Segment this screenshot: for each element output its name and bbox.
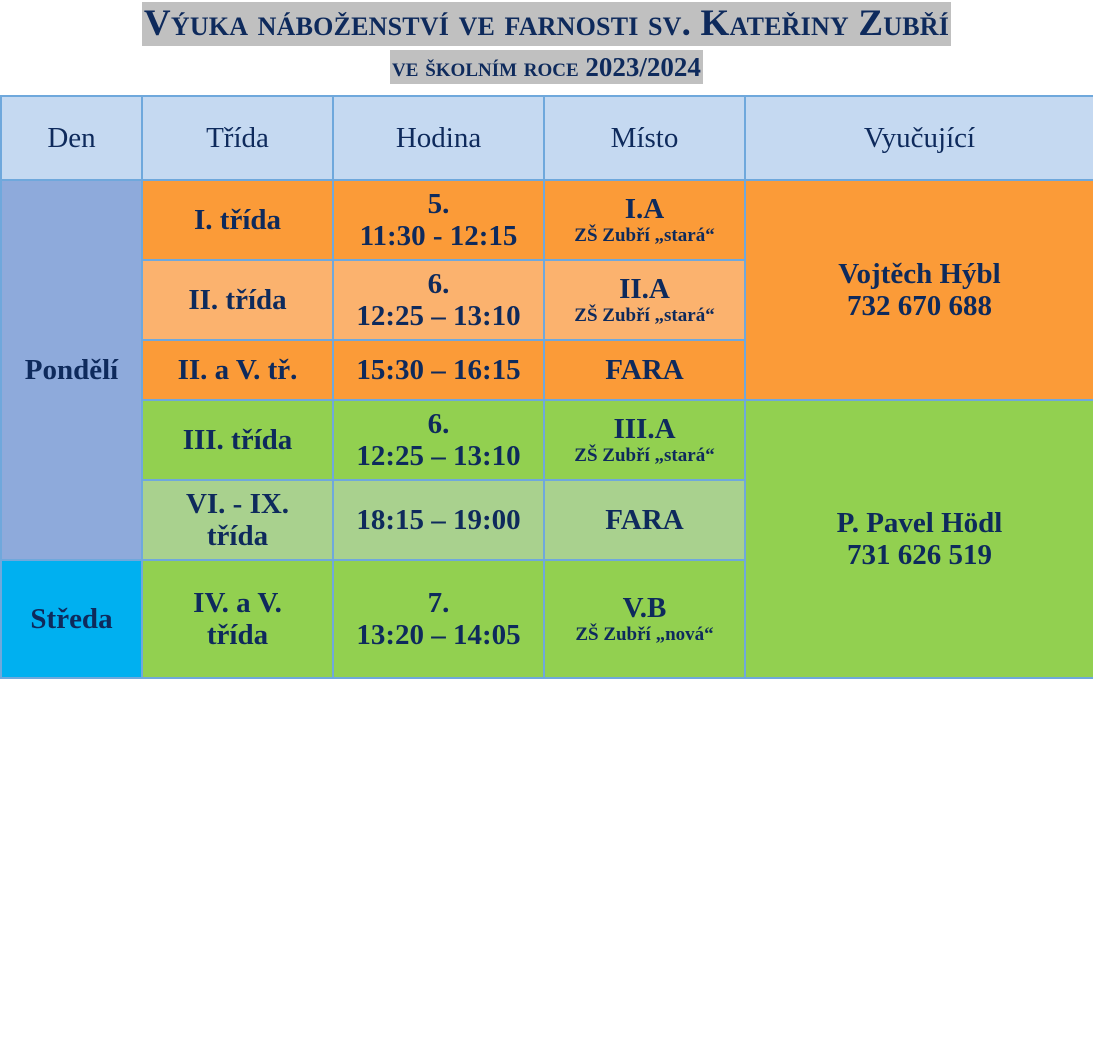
trida-cell: III. třída — [142, 400, 333, 480]
trida-cell — [142, 480, 333, 560]
header-vyucujici: Vyučující — [745, 96, 1093, 180]
day-cell-streda: Středa — [1, 560, 142, 678]
page-title-block — [0, 0, 1093, 84]
trida-line1: IV. a V. — [193, 587, 282, 619]
hodina-time: 12:25 – 13:10 — [356, 300, 521, 332]
teacher-phone: 731 626 519 — [847, 539, 992, 571]
table-row — [1, 400, 1093, 480]
hodina-number: 6. — [427, 268, 450, 300]
hodina-cell — [333, 260, 544, 340]
misto-main: FARA — [605, 504, 684, 536]
teacher-phone: 732 670 688 — [847, 290, 992, 322]
hodina-cell — [333, 400, 544, 480]
header-den: Den — [1, 96, 142, 180]
hodina-time: 15:30 – 16:15 — [356, 354, 521, 386]
schedule-table — [0, 95, 1093, 679]
trida-cell: I. třída — [142, 180, 333, 260]
page-subtitle: ve školním roce 2023/2024 — [392, 52, 701, 82]
hodina-cell — [333, 480, 544, 560]
header-row — [1, 96, 1093, 180]
trida-cell — [142, 560, 333, 678]
misto-sub: ZŠ Zubří „stará“ — [574, 225, 715, 246]
trida-cell: II. a V. tř. — [142, 340, 333, 400]
trida-cell: II. třída — [142, 260, 333, 340]
table-row — [1, 180, 1093, 260]
misto-sub: ZŠ Zubří „stará“ — [574, 445, 715, 466]
hodina-number: 7. — [427, 587, 450, 619]
hodina-number: 5. — [427, 188, 450, 220]
trida-line2: třída — [206, 520, 269, 552]
hodina-time: 12:25 – 13:10 — [356, 440, 521, 472]
misto-cell — [544, 180, 745, 260]
header-hodina: Hodina — [333, 96, 544, 180]
misto-sub: ZŠ Zubří „nová“ — [575, 624, 714, 645]
day-cell-pondeli: Pondělí — [1, 180, 142, 560]
hodina-time: 11:30 - 12:15 — [359, 220, 518, 252]
hodina-cell — [333, 560, 544, 678]
trida-line2: třída — [206, 619, 269, 651]
teacher-name: P. Pavel Hödl — [836, 507, 1003, 539]
misto-cell — [544, 560, 745, 678]
page-title: Výuka náboženství ve farnosti sv. Kateřiny Zubří — [143, 3, 950, 44]
misto-cell — [544, 340, 745, 400]
misto-main: III.A — [613, 413, 676, 445]
misto-main: I.A — [624, 193, 665, 225]
teacher-cell — [745, 400, 1093, 678]
hodina-time: 13:20 – 14:05 — [356, 619, 521, 651]
misto-cell — [544, 480, 745, 560]
hodina-number: 6. — [427, 408, 450, 440]
misto-cell — [544, 260, 745, 340]
hodina-cell — [333, 180, 544, 260]
trida-line1: VI. - IX. — [185, 488, 290, 520]
misto-sub: ZŠ Zubří „stará“ — [574, 305, 715, 326]
header-trida: Třída — [142, 96, 333, 180]
header-misto: Místo — [544, 96, 745, 180]
misto-cell — [544, 400, 745, 480]
misto-main: V.B — [622, 592, 667, 624]
hodina-time: 18:15 – 19:00 — [356, 504, 521, 536]
hodina-cell — [333, 340, 544, 400]
misto-main: II.A — [619, 273, 670, 305]
teacher-cell — [745, 180, 1093, 400]
misto-main: FARA — [605, 354, 684, 386]
teacher-name: Vojtěch Hýbl — [838, 258, 1001, 290]
